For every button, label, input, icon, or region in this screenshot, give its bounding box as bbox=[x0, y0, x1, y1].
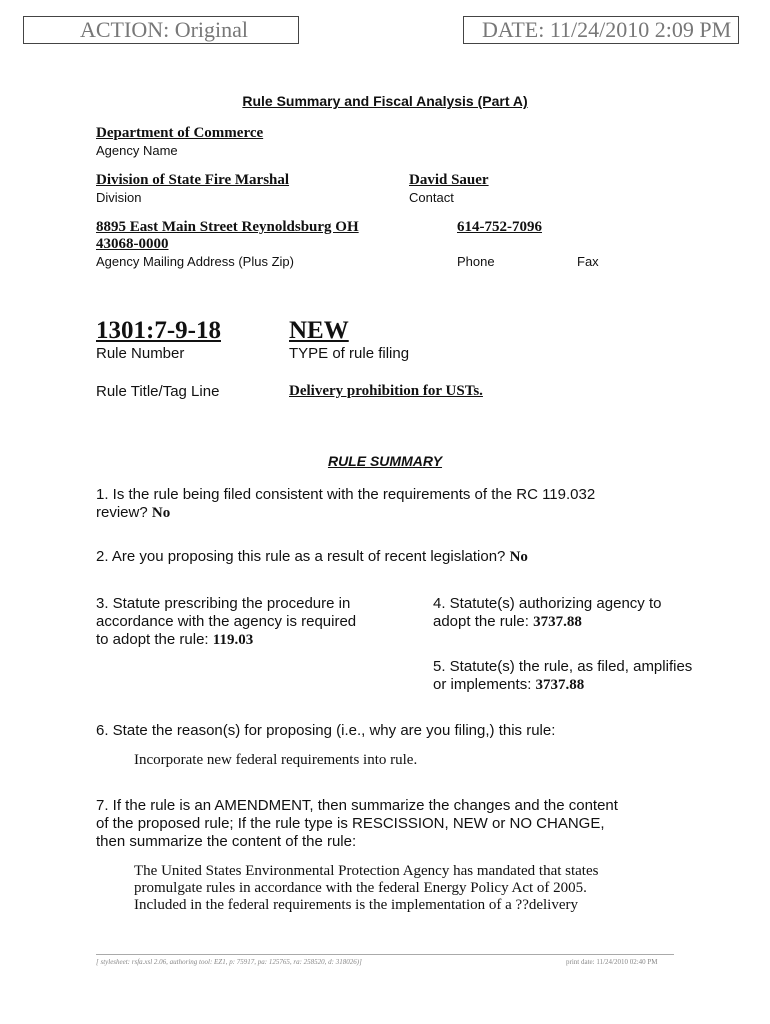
phone-value: 614-752-7096 bbox=[457, 219, 542, 235]
rule-number-label: Rule Number bbox=[96, 345, 185, 362]
question-1-line2 bbox=[96, 504, 696, 522]
question-4-line2 bbox=[433, 613, 733, 631]
rule-type-value: NEW bbox=[289, 317, 349, 344]
contact-label: Contact bbox=[409, 190, 454, 205]
action-box bbox=[23, 16, 299, 44]
question-7-line3: then summarize the content of the rule: bbox=[96, 833, 357, 850]
question-1 bbox=[96, 486, 696, 522]
question-2-answer: No bbox=[509, 549, 528, 565]
rule-number-value: 1301:7-9-18 bbox=[96, 317, 221, 344]
question-1-line1: 1. Is the rule being filed consistent with the requirements of the RC 119.032 bbox=[96, 486, 596, 503]
question-7-answer bbox=[134, 863, 734, 914]
question-2-text: 2. Are you proposing this rule as a result of recent legislation? bbox=[96, 548, 506, 565]
question-1-line2-text: review? bbox=[96, 504, 148, 521]
question-4 bbox=[433, 595, 733, 631]
agency-name-value: Department of Commerce bbox=[96, 125, 264, 141]
question-7-answer-line1: The United States Environmental Protection Agency has mandated that states bbox=[134, 863, 599, 879]
question-4-line1: 4. Statute(s) authorizing agency to bbox=[433, 595, 662, 612]
question-7-answer-line3: Included in the federal requirements is the implementation of a ??delivery bbox=[134, 897, 578, 913]
rule-summary-heading: RULE SUMMARY bbox=[327, 453, 443, 469]
date-text: DATE: 11/24/2010 2:09 PM bbox=[482, 17, 732, 42]
division-label: Division bbox=[96, 190, 142, 205]
footer-print-date: print date: 11/24/2010 02:40 PM bbox=[566, 958, 658, 966]
question-5-line2 bbox=[433, 676, 733, 694]
fax-label: Fax bbox=[577, 254, 599, 269]
question-5 bbox=[433, 658, 733, 694]
action-text: ACTION: Original bbox=[80, 17, 249, 42]
address-line1: 8895 East Main Street Reynoldsburg OH bbox=[96, 219, 359, 235]
question-3-answer: 119.03 bbox=[212, 632, 254, 648]
address-label: Agency Mailing Address (Plus Zip) bbox=[96, 254, 294, 269]
phone-label: Phone bbox=[457, 254, 495, 269]
rule-title-label: Rule Title/Tag Line bbox=[96, 383, 220, 400]
question-7 bbox=[96, 797, 736, 851]
footer-stylesheet-info: [ stylesheet: rsfa.xsl 2.06, authoring tool: EZ1, p: 75917, pa: 125765, ra: 258520, d: 318026)] bbox=[96, 958, 362, 966]
contact-value: David Sauer bbox=[409, 172, 489, 188]
question-5-line1: 5. Statute(s) the rule, as filed, amplifies bbox=[433, 658, 693, 675]
question-2 bbox=[96, 548, 696, 566]
question-3-line1: 3. Statute prescribing the procedure in bbox=[96, 595, 351, 612]
question-3-line3 bbox=[96, 631, 406, 649]
footer-divider bbox=[96, 954, 674, 955]
question-4-answer: 3737.88 bbox=[533, 614, 582, 630]
question-7-line1: 7. If the rule is an AMENDMENT, then summarize the changes and the content bbox=[96, 797, 618, 814]
question-4-line2-text: adopt the rule: bbox=[433, 613, 529, 630]
rule-type-label: TYPE of rule filing bbox=[289, 345, 410, 362]
question-6: 6. State the reason(s) for proposing (i.e., why are you filing,) this rule: bbox=[96, 722, 556, 739]
question-7-answer-line2: promulgate rules in accordance with the federal Energy Policy Act of 2005. bbox=[134, 880, 587, 896]
question-3 bbox=[96, 595, 406, 649]
question-7-line2: of the proposed rule; If the rule type is RESCISSION, NEW or NO CHANGE, bbox=[96, 815, 605, 832]
question-3-line3-text: to adopt the rule: bbox=[96, 631, 209, 648]
question-5-answer: 3737.88 bbox=[535, 677, 585, 693]
agency-name-label: Agency Name bbox=[96, 143, 178, 158]
date-box bbox=[463, 16, 739, 44]
question-6-answer: Incorporate new federal requirements into rule. bbox=[134, 752, 418, 768]
address-line2: 43068-0000 bbox=[96, 236, 169, 252]
question-5-line2-text: or implements: bbox=[433, 676, 532, 693]
question-1-answer: No bbox=[151, 505, 171, 521]
page-title: Rule Summary and Fiscal Analysis (Part A) bbox=[242, 93, 528, 109]
division-value: Division of State Fire Marshal bbox=[96, 172, 290, 188]
question-3-line2: accordance with the agency is required bbox=[96, 613, 357, 630]
rule-title-value: Delivery prohibition for USTs. bbox=[289, 383, 483, 399]
